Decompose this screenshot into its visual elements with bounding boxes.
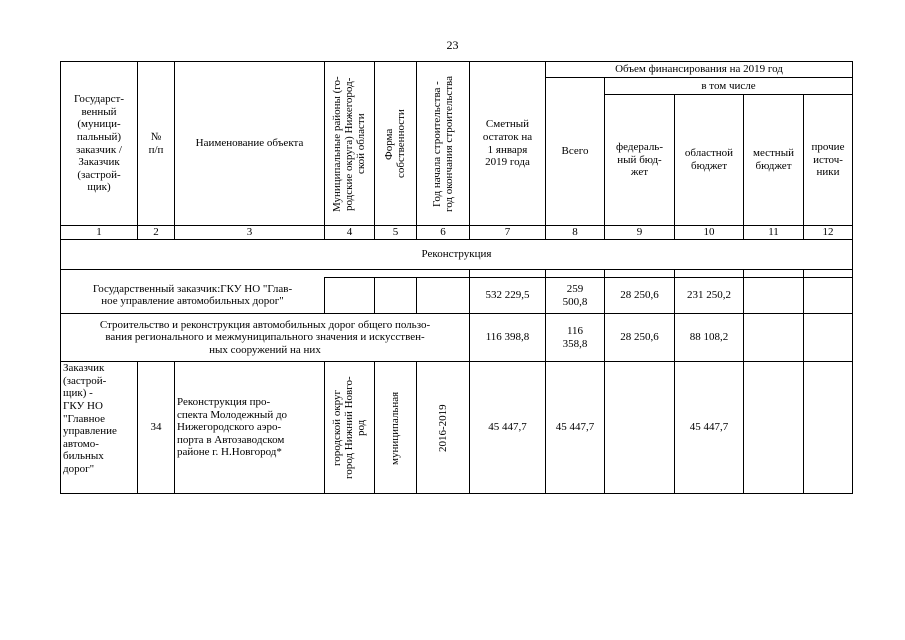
- program-row: [61, 314, 853, 362]
- program-name: Строительство и реконструкция автомобильных дорог общего пользо- вания регионального и межмуниципального значения и искусствен- ных сооружений на них: [61, 314, 470, 362]
- col-number: 8: [546, 226, 605, 240]
- financing-table: [60, 61, 853, 494]
- empty-cell: [744, 314, 804, 362]
- header-other: прочие источ- ники: [804, 95, 853, 226]
- header-years: Год начала строительства - год окончания строительства: [430, 75, 455, 212]
- col-number: 10: [675, 226, 744, 240]
- header-object-name: Наименование объекта: [175, 62, 325, 226]
- column-numbers-row: [61, 226, 853, 240]
- object-district: городской округ город Нижний Новго- род: [331, 376, 368, 479]
- section-row: [61, 240, 853, 270]
- header-regional: областной бюджет: [675, 95, 744, 226]
- spacer-cell: [61, 270, 470, 278]
- empty-cell: [744, 362, 804, 494]
- empty-cell: [417, 278, 470, 314]
- customer-balance: 532 229,5: [470, 278, 546, 314]
- header-federal: федераль- ный бюд- жет: [605, 95, 675, 226]
- spacer-cell: [804, 270, 853, 278]
- object-number: 34: [138, 362, 175, 494]
- program-regional: 88 108,2: [675, 314, 744, 362]
- col-number: 7: [470, 226, 546, 240]
- empty-cell: [325, 278, 375, 314]
- spacer-cell: [546, 270, 605, 278]
- spacer-row: [61, 270, 853, 278]
- customer-regional: 231 250,2: [675, 278, 744, 314]
- page-number: 23: [446, 38, 459, 52]
- col-number: 5: [375, 226, 417, 240]
- spacer-cell: [470, 270, 546, 278]
- empty-cell: [804, 278, 853, 314]
- col-number: 11: [744, 226, 804, 240]
- object-regional: 45 447,7: [675, 362, 744, 494]
- object-client: Заказчик (застрой- щик) - ГКУ НО "Главное управление автомо- бильных дорог": [61, 362, 138, 494]
- col-number: 1: [61, 226, 138, 240]
- object-name: Реконструкция про- спекта Молодежный до Нижегородского аэро- порта в Автозаводском районе г. Н.Новгород*: [175, 362, 325, 494]
- header-total: Всего: [546, 78, 605, 226]
- program-federal: 28 250,6: [605, 314, 675, 362]
- col-number: 9: [605, 226, 675, 240]
- customer-row: [61, 278, 853, 314]
- header-balance: Сметный остаток на 1 января 2019 года: [470, 62, 546, 226]
- header-financing: Объем финансирования на 2019 год: [546, 62, 853, 78]
- program-total: 116 358,8: [546, 314, 605, 362]
- spacer-cell: [675, 270, 744, 278]
- object-ownership-cell: [375, 362, 417, 494]
- header-number: № п/п: [138, 62, 175, 226]
- program-balance: 116 398,8: [470, 314, 546, 362]
- object-years: 2016-2019: [436, 403, 449, 452]
- col-number: 6: [417, 226, 470, 240]
- customer-federal: 28 250,6: [605, 278, 675, 314]
- empty-cell: [375, 278, 417, 314]
- col-number: 4: [325, 226, 375, 240]
- header-ownership-cell: [375, 62, 417, 226]
- header-district: Муниципальные районы (го- родские округа) Нижегород- ской области: [331, 75, 368, 212]
- object-total: 45 447,7: [546, 362, 605, 494]
- col-number: 2: [138, 226, 175, 240]
- empty-cell: [804, 362, 853, 494]
- customer-total: 259 500,8: [546, 278, 605, 314]
- header-ownership: Форма собственности: [383, 109, 408, 178]
- object-district-cell: [325, 362, 375, 494]
- object-ownership: муниципальная: [389, 390, 402, 465]
- spacer-cell: [744, 270, 804, 278]
- header-years-cell: [417, 62, 470, 226]
- section-title: Реконструкция: [61, 240, 853, 270]
- customer-name: Государственный заказчик:ГКУ НО "Глав- ное управление автомобильных дорог": [61, 278, 325, 314]
- header-including: в том числе: [605, 78, 853, 95]
- object-row: [61, 362, 853, 494]
- object-balance: 45 447,7: [470, 362, 546, 494]
- header-customer: Государст- венный (муници- пальный) заказчик / Заказчик (застрой- щик): [61, 62, 138, 226]
- header-local: местный бюджет: [744, 95, 804, 226]
- empty-cell: [804, 314, 853, 362]
- empty-cell: [744, 278, 804, 314]
- empty-cell: [605, 362, 675, 494]
- col-number: 3: [175, 226, 325, 240]
- header-district-cell: [325, 62, 375, 226]
- object-years-cell: [417, 362, 470, 494]
- col-number: 12: [804, 226, 853, 240]
- spacer-cell: [605, 270, 675, 278]
- header-row-1: [61, 62, 853, 78]
